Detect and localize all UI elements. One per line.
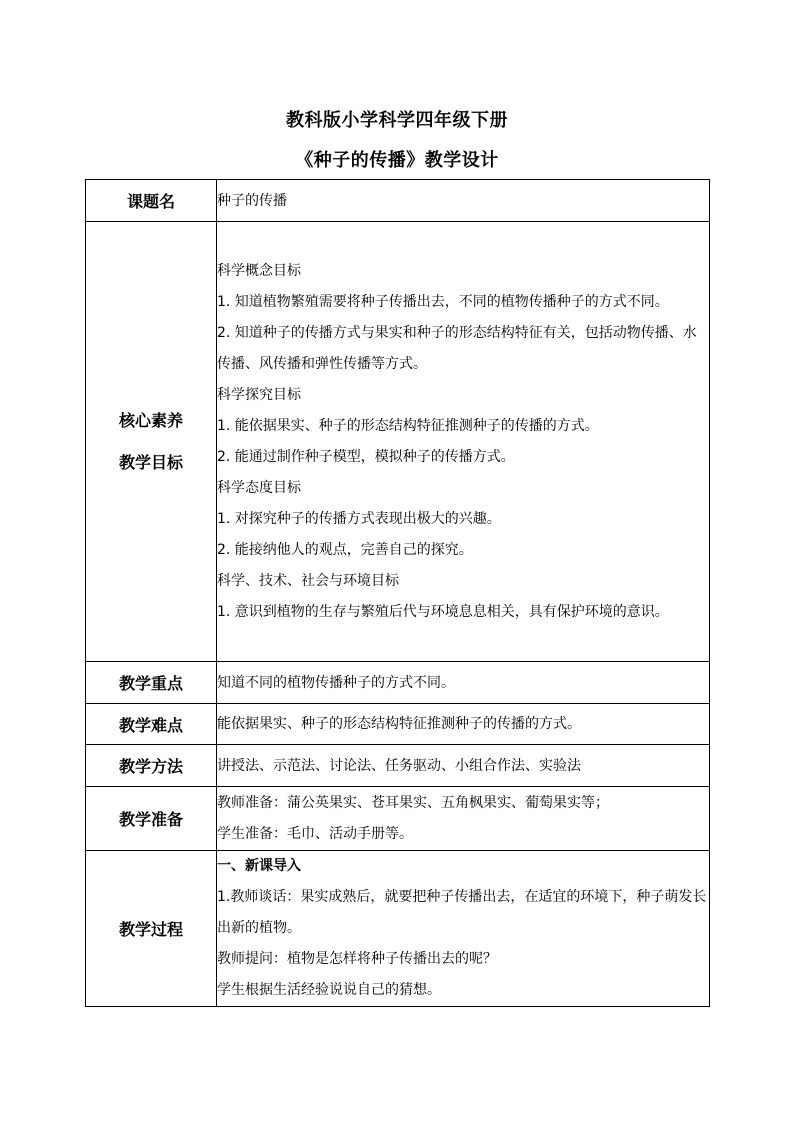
goals-line: 科学概念目标	[217, 262, 301, 279]
goals-line: 1. 意识到植物的生存与繁殖后代与环境息息相关，具有保护环境的意识。	[217, 603, 669, 620]
goals-label	[86, 222, 217, 662]
process-heading: 一、新课导入	[217, 858, 301, 874]
goals-line: 2. 知道种子的传播方式与果实和种子的形态结构特征有关，包括动物传播、水传播、风传播和弹性传播等方式。	[217, 324, 697, 372]
difficulty-label: 教学难点	[86, 704, 217, 745]
key-point-label: 教学重点	[86, 662, 217, 704]
process-content	[217, 851, 710, 1007]
preparation-line: 学生准备：毛巾、活动手册等。	[217, 825, 413, 842]
topic-label: 课题名	[86, 180, 217, 222]
process-line: 1.教师谈话：果实成熟后，就要把种子传播出去，在适宜的环境下，种子萌发长出新的植物。	[217, 889, 707, 936]
goals-line: 科学、技术、社会与环境目标	[217, 572, 399, 589]
goals-line: 1. 对探究种子的传播方式表现出极大的兴趣。	[217, 510, 501, 527]
goals-label-line1: 核心素养	[118, 410, 183, 430]
table-row-difficulty	[86, 704, 710, 745]
difficulty-value: 能依据果实、种子的形态结构特征推测种子的传播的方式。	[217, 704, 710, 745]
method-label: 教学方法	[86, 745, 217, 787]
goals-line: 1. 能依据果实、种子的形态结构特征推测种子的传播的方式。	[217, 417, 599, 434]
process-label: 教学过程	[86, 851, 217, 1007]
goals-content	[217, 222, 710, 662]
table-row-topic	[86, 180, 710, 222]
goals-line: 2. 能通过制作种子模型，模拟种子的传播方式。	[217, 448, 515, 465]
goals-line: 科学态度目标	[217, 479, 301, 496]
table-row-preparation	[86, 787, 710, 851]
goals-line: 科学探究目标	[217, 386, 301, 403]
topic-value: 种子的传播	[217, 180, 710, 222]
document-subtitle: 《种子的传播》教学设计	[295, 150, 499, 171]
process-line: 学生根据生活经验说说自己的猜想。	[217, 982, 441, 998]
method-value: 讲授法、示范法、讨论法、任务驱动、小组合作法、实验法	[217, 745, 710, 787]
document-title: 教科版小学科学四年级下册	[286, 110, 508, 131]
table-row-key-point	[86, 662, 710, 704]
table-row-process	[86, 851, 710, 1007]
table-row-goals	[86, 222, 710, 662]
table-row-method	[86, 745, 710, 787]
key-point-value: 知道不同的植物传播种子的方式不同。	[217, 662, 710, 704]
lesson-plan-table	[85, 179, 710, 1007]
goals-label-line2: 教学目标	[118, 452, 183, 472]
process-line: 教师提问：植物是怎样将种子传播出去的呢？	[217, 951, 497, 967]
preparation-content	[217, 787, 710, 851]
preparation-line: 教师准备：蒲公英果实、苍耳果实、五角枫果实、葡萄果实等；	[217, 794, 609, 811]
goals-line: 2. 能接纳他人的观点，完善自己的探究。	[217, 541, 473, 558]
preparation-label: 教学准备	[86, 787, 217, 851]
goals-line: 1. 知道植物繁殖需要将种子传播出去，不同的植物传播种子的方式不同。	[217, 293, 669, 310]
